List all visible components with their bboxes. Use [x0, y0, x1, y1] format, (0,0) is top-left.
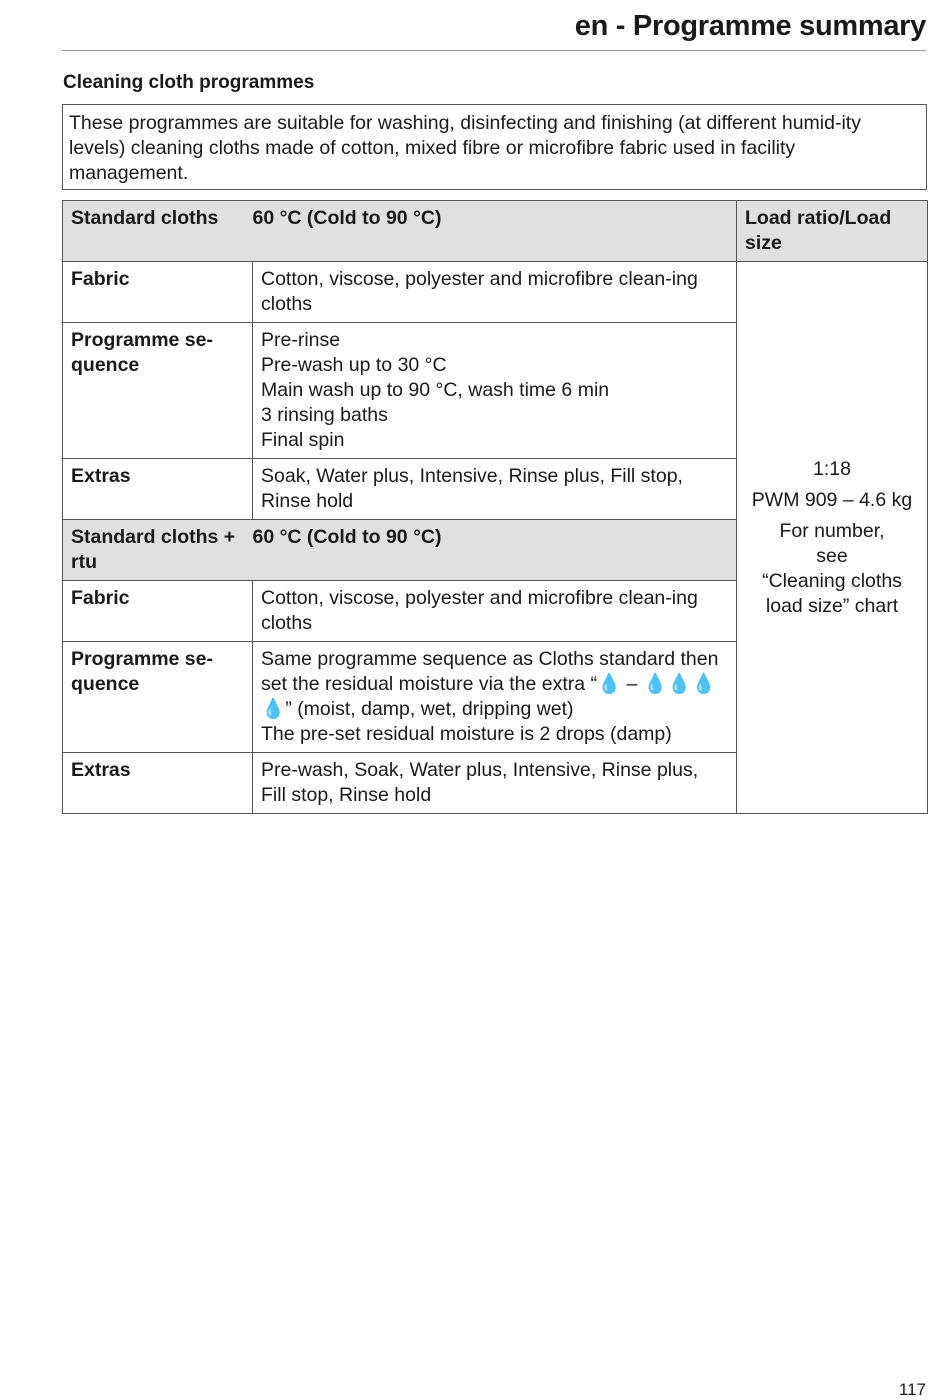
extras-value: Pre-wash, Soak, Water plus, Intensive, Rinse plus, Fill stop, Rinse hold	[253, 753, 737, 814]
sequence-line: Final spin	[261, 429, 345, 451]
intro-text: These programmes are suitable for washing, disinfecting and finishing (at different humid-ity levels) cleaning cloths made of cotton, mixed fibre or microfibre fabric used in facility management.	[69, 112, 861, 184]
page-number: 117	[898, 1380, 926, 1399]
extras-label: Extras	[63, 459, 253, 520]
page-header-title: en - Programme summary	[574, 10, 926, 42]
load-note-2: see	[816, 544, 848, 567]
sequence-line: Main wash up to 90 °C, wash time 6 min	[261, 379, 610, 401]
sequence-line: Same programme sequence as Cloths standard then set the residual moisture via the extra “💧 – 💧💧💧💧” (moist, damp, wet, dripping wet)	[261, 648, 719, 720]
fabric-value: Cotton, viscose, polyester and microfibre clean-ing cloths	[253, 262, 737, 323]
extras-value: Soak, Water plus, Intensive, Rinse plus, Fill stop, Rinse hold	[253, 459, 737, 520]
programme-table	[62, 200, 928, 814]
programme-temperature: 60 °C (Cold to 90 °C)	[252, 207, 442, 229]
fabric-label: Fabric	[63, 262, 253, 323]
sequence-value	[253, 323, 737, 459]
programme-temperature: 60 °C (Cold to 90 °C)	[252, 526, 442, 548]
programme-header-row	[63, 201, 928, 262]
load-header: Load ratio/Load size	[737, 201, 928, 262]
sequence-line: 3 rinsing baths	[261, 404, 388, 426]
sequence-label: Programme se-quence	[63, 642, 253, 753]
sequence-line: Pre-rinse	[261, 329, 341, 351]
load-note-3: “Cleaning cloths load size” chart	[762, 569, 902, 617]
programme-name: Standard cloths + rtu	[63, 520, 253, 581]
section-title: Cleaning cloth programmes	[63, 72, 315, 93]
fabric-row	[63, 262, 928, 323]
fabric-label: Fabric	[63, 581, 253, 642]
load-machine: PWM 909 – 4.6 kg	[751, 488, 913, 511]
sequence-line: Pre-wash up to 30 °C	[261, 354, 447, 376]
extras-label: Extras	[63, 753, 253, 814]
sequence-value	[253, 642, 737, 753]
programme-name: Standard cloths	[63, 201, 253, 262]
load-ratio: 1:18	[813, 457, 851, 480]
load-info-cell	[737, 262, 928, 814]
fabric-value: Cotton, viscose, polyester and microfibre clean-ing cloths	[253, 581, 737, 642]
sequence-line: The pre-set residual moisture is 2 drops (damp)	[261, 723, 672, 745]
header-divider	[62, 50, 926, 51]
intro-box	[62, 104, 927, 190]
sequence-label: Programme se-quence	[63, 323, 253, 459]
load-note-1: For number,	[779, 519, 885, 542]
